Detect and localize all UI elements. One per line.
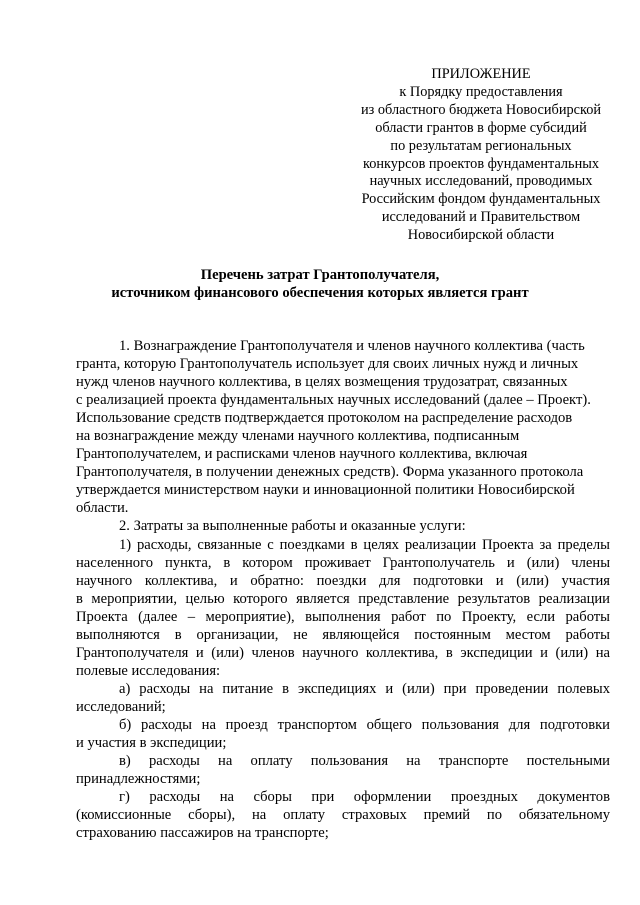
appendix-header — [340, 66, 622, 245]
text-line: полевые исследования: — [76, 662, 221, 679]
text-line: Использование средств подтверждается протоколом на распределение расходов — [76, 410, 573, 427]
appendix-line: конкурсов проектов фундаментальных — [363, 155, 599, 172]
appendix-line: научных исследований, проводимых — [369, 173, 593, 190]
text-line: Грантополучателя и (или) членов научного коллектива, в экспедиции и (или) на — [76, 644, 610, 661]
paragraph-a-food — [76, 680, 610, 716]
text-line: 2. Затраты за выполненные работы и оказанные услуги: — [119, 518, 466, 535]
text-line: б) расходы на проезд транспортом общего пользования для подготовки — [119, 716, 610, 733]
text-line: Грантополучателя, в получении денежных средств). Форма указанного протокола — [76, 464, 584, 481]
text-line: научного коллектива, и обратно: поездки для подготовки и (или) участия — [76, 572, 610, 589]
appendix-line: по результатам региональных — [390, 137, 572, 154]
text-line: г) расходы на сборы при оформлении проездных документов — [119, 789, 610, 806]
paragraph-1-remuneration — [76, 337, 610, 517]
text-line: в) расходы на оплату пользования на транспорте постельными — [119, 753, 610, 770]
text-line: с реализацией проекта фундаментальных научных исследований (далее – Проект). — [76, 392, 591, 409]
text-line: Грантополучателем, и расписками членов научного коллектива, включая — [76, 446, 528, 463]
title-line: Перечень затрат Грантополучателя, — [200, 267, 440, 283]
text-line: нужд членов научного коллектива, в целях возмещения трудозатрат, связанных — [76, 374, 568, 391]
appendix-line: из областного бюджета Новосибирской — [361, 101, 601, 118]
paragraph-g-fees — [76, 788, 610, 842]
text-line: (комиссионные сборы), на оплату страховых премий по обязательному — [76, 807, 610, 824]
paragraph-2-works-services — [76, 517, 610, 535]
text-line: принадлежностями; — [76, 771, 201, 788]
text-line: страхованию пассажиров на транспорте; — [76, 825, 329, 842]
appendix-line: Новосибирской области — [407, 227, 555, 244]
text-line: гранта, которую Грантополучатель использует для своих личных нужд и личных — [76, 356, 579, 373]
text-line: исследований; — [76, 698, 166, 715]
appendix-line: ПРИЛОЖЕНИЕ — [431, 66, 531, 82]
paragraph-b-transport — [76, 716, 610, 752]
document-body — [76, 337, 610, 842]
appendix-line: Российским фондом фундаментальных — [361, 191, 601, 208]
text-line: в мероприятии, целью которого является представление результатов реализации — [76, 590, 610, 607]
appendix-line: к Порядку предоставления — [399, 83, 563, 100]
text-line: на вознаграждение между членами научного коллектива, подписанным — [76, 428, 520, 445]
text-line: 1) расходы, связанные с поездками в целях реализации Проекта за пределы — [119, 536, 610, 553]
text-line: и участия в экспедиции; — [76, 735, 227, 752]
document-title — [70, 266, 570, 302]
paragraph-v-bedding — [76, 752, 610, 788]
text-line: утверждается министерством науки и инновационной политики Новосибирской — [76, 482, 575, 499]
title-line: источником финансового обеспечения которых является грант — [111, 285, 529, 301]
text-line: выполняются в организации, не являющейся постоянным местом работы — [76, 626, 610, 643]
paragraph-2-1-travel — [76, 536, 610, 680]
text-line: Проекта (далее – мероприятие), выполнения работ по Проекту, если работы — [76, 608, 610, 625]
text-line: населенного пункта, в котором проживает Грантополучатель и (или) члены — [76, 554, 610, 571]
appendix-line: области грантов в форме субсидий — [375, 119, 587, 136]
text-line: области. — [76, 500, 129, 517]
text-line: а) расходы на питание в экспедициях и (или) при проведении полевых — [119, 680, 610, 697]
text-line: 1. Вознаграждение Грантополучателя и членов научного коллектива (часть — [119, 338, 585, 354]
appendix-line: исследований и Правительством — [381, 209, 581, 226]
